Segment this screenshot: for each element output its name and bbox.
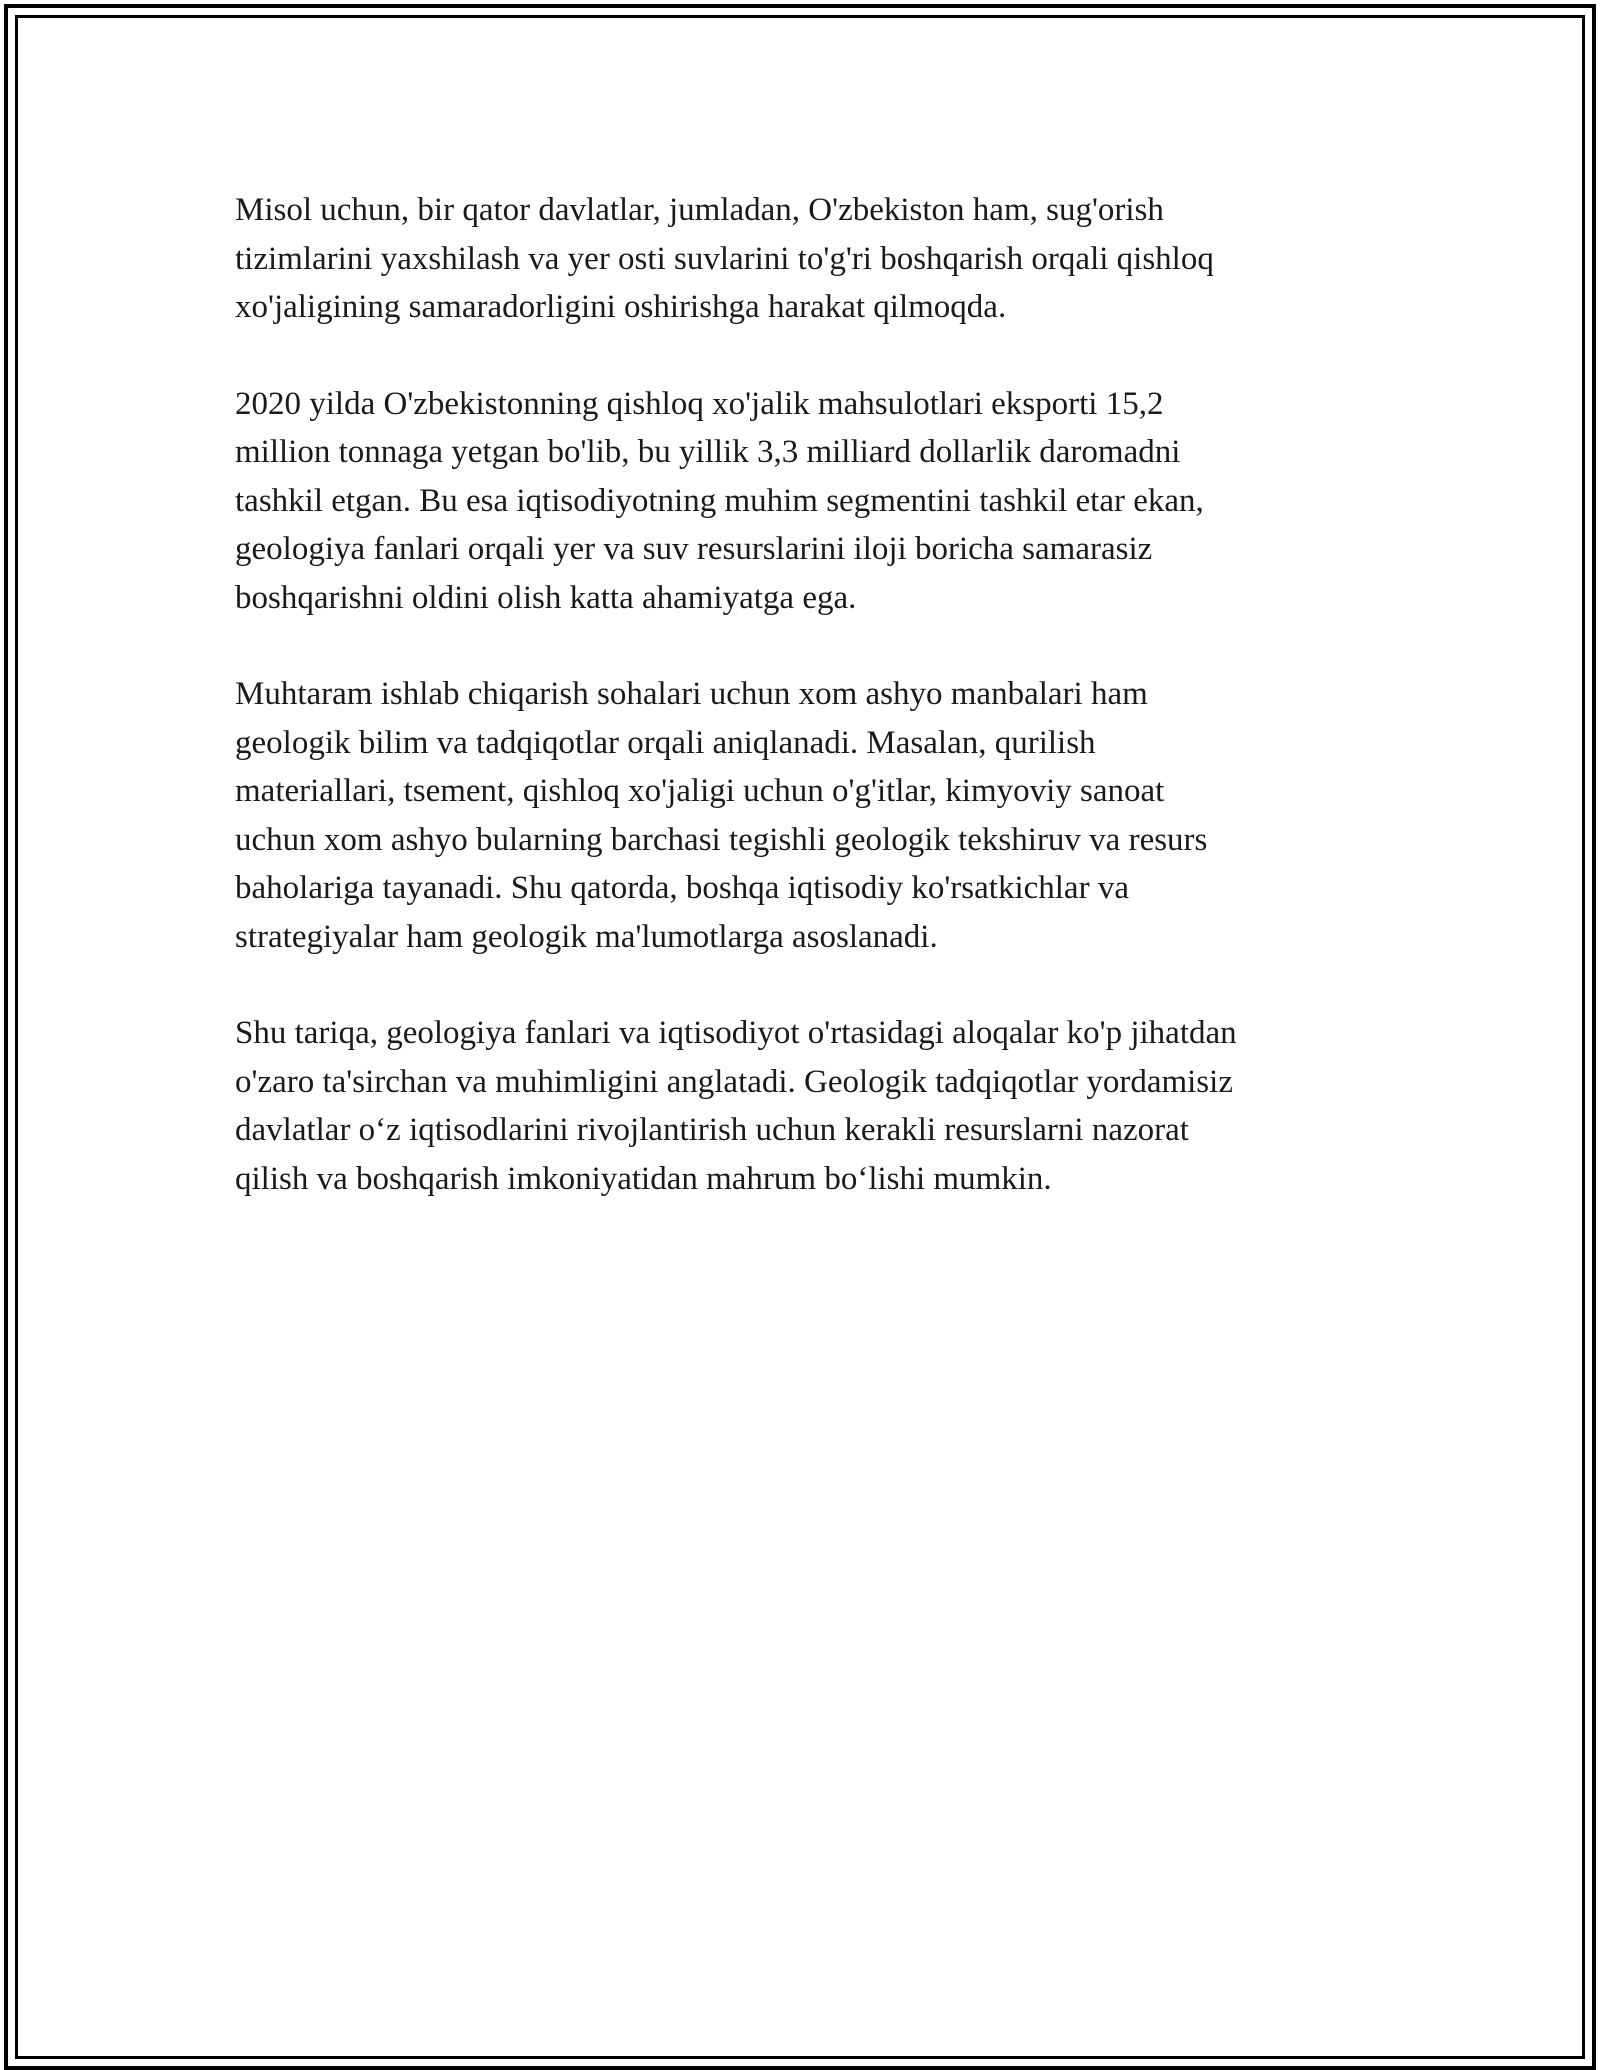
paragraph-1: Misol uchun, bir qator davlatlar, jumladan, O'zbekiston ham, sug'orish tizimlarini yaxshilash va yer osti suvlarini to'g'ri boshqarish orqali qishloq xo'jaligining samaradorligini oshirishga harakat qilmoqda.	[235, 192, 1214, 325]
paragraph-3: Muhtaram ishlab chiqarish sohalari uchun xom ashyo manbalari ham geologik bilim va tadqiqotlar orqali aniqlanadi. Masalan, qurilish materiallari, tsement, qishloq xo'jaligi uchun o'g'itlar, kimyoviy sanoat uchun xom ashyo bularning barchasi tegishli geologik tekshiruv va resurs baholariga tayanadi. Shu qatorda, boshqa iqtisodiy ko'rsatkichlar va strategiyalar ham geologik ma'lumotlarga asoslanadi.	[235, 676, 1208, 955]
paragraph-4: Shu tariqa, geologiya fanlari va iqtisodiyot o'rtasidagi aloqalar ko'p jihatdan o'zaro ta'sirchan va muhimligini anglatadi. Geologik tadqiqotlar yordamisiz davlatlar o‘z iqtisodlarini rivojlantirish uchun kerakli resurslarni nazorat qilish va boshqarish imkoniyatidan mahrum bo‘lishi mumkin.	[235, 1015, 1237, 1197]
document-body	[235, 186, 1375, 1251]
paragraph-2: 2020 yilda O'zbekistonning qishloq xo'jalik mahsulotlari eksporti 15,2 million tonnaga yetgan bo'lib, bu yillik 3,3 milliard dollarlik daromadni tashkil etgan. Bu esa iqtisodiyotning muhim segmentini tashkil etar ekan, geologiya fanlari orqali yer va suv resurslarini iloji boricha samarasiz boshqarishni oldini olish katta ahamiyatga ega.	[235, 385, 1204, 616]
